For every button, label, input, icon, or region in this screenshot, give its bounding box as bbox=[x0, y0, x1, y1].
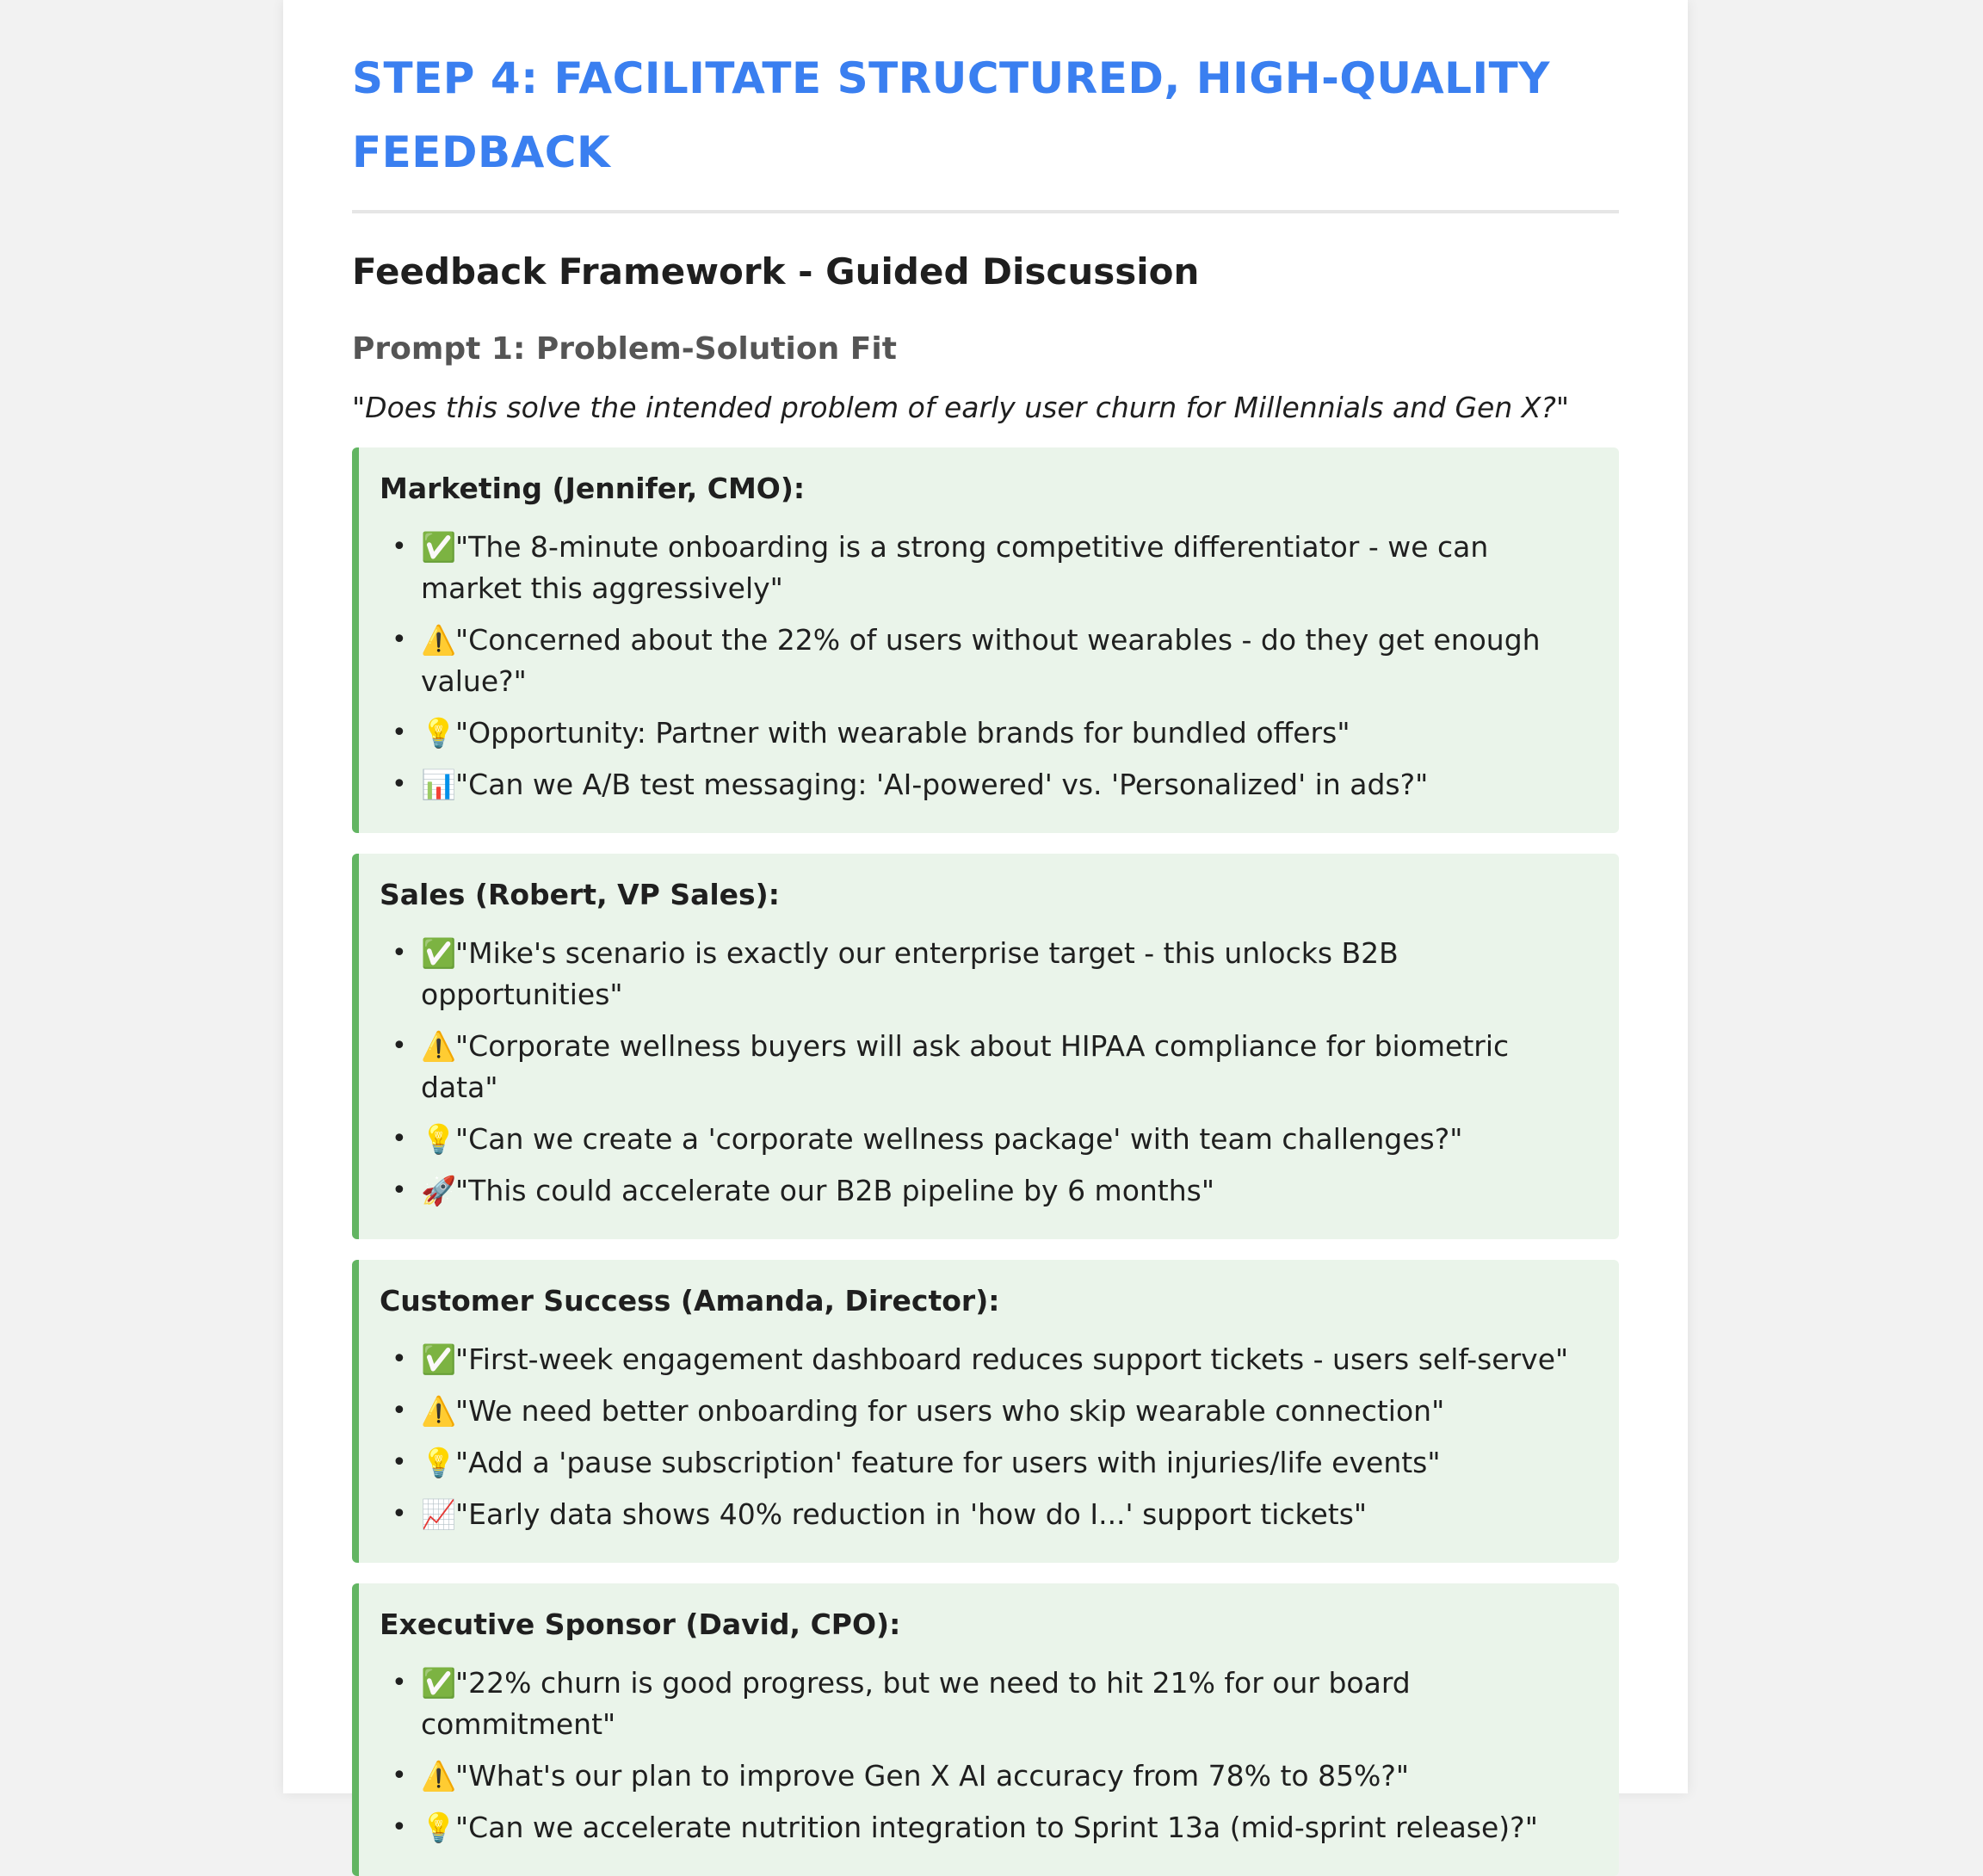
bullet-icon: • bbox=[392, 532, 407, 562]
check-icon: ✅ bbox=[421, 530, 457, 564]
warning-icon: ⚠️ bbox=[421, 1759, 457, 1793]
feedback-list bbox=[380, 933, 1593, 1212]
feedback-text: "What's our plan to improve Gen X AI accuracy from 78% to 85%?" bbox=[455, 1759, 1410, 1793]
section-title: Feedback Framework - Guided Discussion bbox=[352, 250, 1200, 293]
feedback-item bbox=[392, 1442, 1593, 1484]
bullet-icon: • bbox=[392, 1447, 407, 1478]
feedback-item bbox=[392, 1119, 1593, 1160]
feedback-item bbox=[392, 1170, 1593, 1212]
feedback-text: "Can we A/B test messaging: 'AI-powered' vs. 'Personalized' in ads?" bbox=[455, 768, 1429, 801]
feedback-list bbox=[380, 1339, 1593, 1535]
feedback-item bbox=[392, 1807, 1593, 1848]
card-title: Executive Sponsor (David, CPO): bbox=[380, 1608, 901, 1641]
bullet-icon: • bbox=[392, 938, 407, 968]
bullet-icon: • bbox=[392, 1124, 407, 1154]
feedback-card-sales bbox=[352, 854, 1619, 1239]
feedback-text: "Can we create a 'corporate wellness package' with team challenges?" bbox=[455, 1122, 1463, 1156]
step-title: STEP 4: FACILITATE STRUCTURED, HIGH-QUALITY FEEDBACK bbox=[352, 41, 1619, 213]
bullet-icon: • bbox=[392, 1344, 407, 1374]
warning-icon: ⚠️ bbox=[421, 623, 457, 657]
bullet-icon: • bbox=[392, 1396, 407, 1426]
feedback-text: "22% churn is good progress, but we need to hit 21% for our board commitment" bbox=[421, 1666, 1411, 1741]
feedback-text: "Early data shows 40% reduction in 'how do I...' support tickets" bbox=[455, 1497, 1368, 1531]
prompt-title: Prompt 1: Problem-Solution Fit bbox=[352, 331, 897, 367]
feedback-text: "This could accelerate our B2B pipeline by 6 months" bbox=[455, 1174, 1215, 1207]
feedback-card-executive-sponsor bbox=[352, 1583, 1619, 1876]
feedback-text: "Add a 'pause subscription' feature for users with injuries/life events" bbox=[455, 1446, 1441, 1479]
warning-icon: ⚠️ bbox=[421, 1029, 457, 1063]
feedback-item bbox=[392, 1339, 1593, 1380]
feedback-text: "Corporate wellness buyers will ask about HIPAA compliance for biometric data" bbox=[421, 1029, 1510, 1104]
feedback-item bbox=[392, 1026, 1593, 1108]
feedback-text: "We need better onboarding for users who skip wearable connection" bbox=[455, 1394, 1445, 1428]
bullet-icon: • bbox=[392, 1499, 407, 1529]
card-title: Sales (Robert, VP Sales): bbox=[380, 878, 780, 911]
feedback-text: "First-week engagement dashboard reduces support tickets - users self-serve" bbox=[455, 1342, 1569, 1376]
feedback-text: "Mike's scenario is exactly our enterprise target - this unlocks B2B opportunities" bbox=[421, 936, 1399, 1011]
check-icon: ✅ bbox=[421, 1342, 457, 1376]
feedback-text: "Concerned about the 22% of users without wearables - do they get enough value?" bbox=[421, 623, 1541, 698]
lightbulb-icon: 💡 bbox=[421, 1811, 457, 1844]
feedback-text: "Can we accelerate nutrition integration to Sprint 13a (mid-sprint release)?" bbox=[455, 1811, 1538, 1844]
warning-icon: ⚠️ bbox=[421, 1394, 457, 1428]
check-icon: ✅ bbox=[421, 936, 457, 970]
feedback-item bbox=[392, 1494, 1593, 1535]
feedback-item bbox=[392, 1663, 1593, 1745]
feedback-card-customer-success bbox=[352, 1260, 1619, 1563]
lightbulb-icon: 💡 bbox=[421, 716, 457, 750]
prompt-question: "Does this solve the intended problem of early user churn for Millennials and Gen X?" bbox=[352, 391, 1570, 424]
feedback-item bbox=[392, 620, 1593, 702]
trending-up-icon: 📈 bbox=[421, 1497, 457, 1531]
check-icon: ✅ bbox=[421, 1666, 457, 1700]
bullet-icon: • bbox=[392, 1176, 407, 1206]
lightbulb-icon: 💡 bbox=[421, 1122, 457, 1156]
bullet-icon: • bbox=[392, 769, 407, 799]
feedback-list bbox=[380, 527, 1593, 805]
feedback-item bbox=[392, 764, 1593, 805]
feedback-item bbox=[392, 527, 1593, 609]
feedback-item bbox=[392, 1756, 1593, 1797]
bullet-icon: • bbox=[392, 1668, 407, 1698]
bullet-icon: • bbox=[392, 1031, 407, 1061]
rocket-icon: 🚀 bbox=[421, 1174, 457, 1207]
feedback-card-marketing bbox=[352, 447, 1619, 833]
lightbulb-icon: 💡 bbox=[421, 1446, 457, 1479]
document-content bbox=[352, 0, 1619, 1876]
bar-chart-icon: 📊 bbox=[421, 768, 457, 801]
bullet-icon: • bbox=[392, 625, 407, 655]
bullet-icon: • bbox=[392, 1761, 407, 1791]
feedback-text: "Opportunity: Partner with wearable brands for bundled offers" bbox=[455, 716, 1350, 750]
card-title: Marketing (Jennifer, CMO): bbox=[380, 472, 806, 505]
bullet-icon: • bbox=[392, 1812, 407, 1842]
feedback-item bbox=[392, 1391, 1593, 1432]
feedback-list bbox=[380, 1663, 1593, 1848]
feedback-item bbox=[392, 933, 1593, 1015]
bullet-icon: • bbox=[392, 718, 407, 748]
feedback-text: "The 8-minute onboarding is a strong competitive differentiator - we can market this aggressively" bbox=[421, 530, 1489, 605]
feedback-item bbox=[392, 713, 1593, 754]
card-title: Customer Success (Amanda, Director): bbox=[380, 1284, 1000, 1318]
document-page bbox=[283, 0, 1688, 1844]
